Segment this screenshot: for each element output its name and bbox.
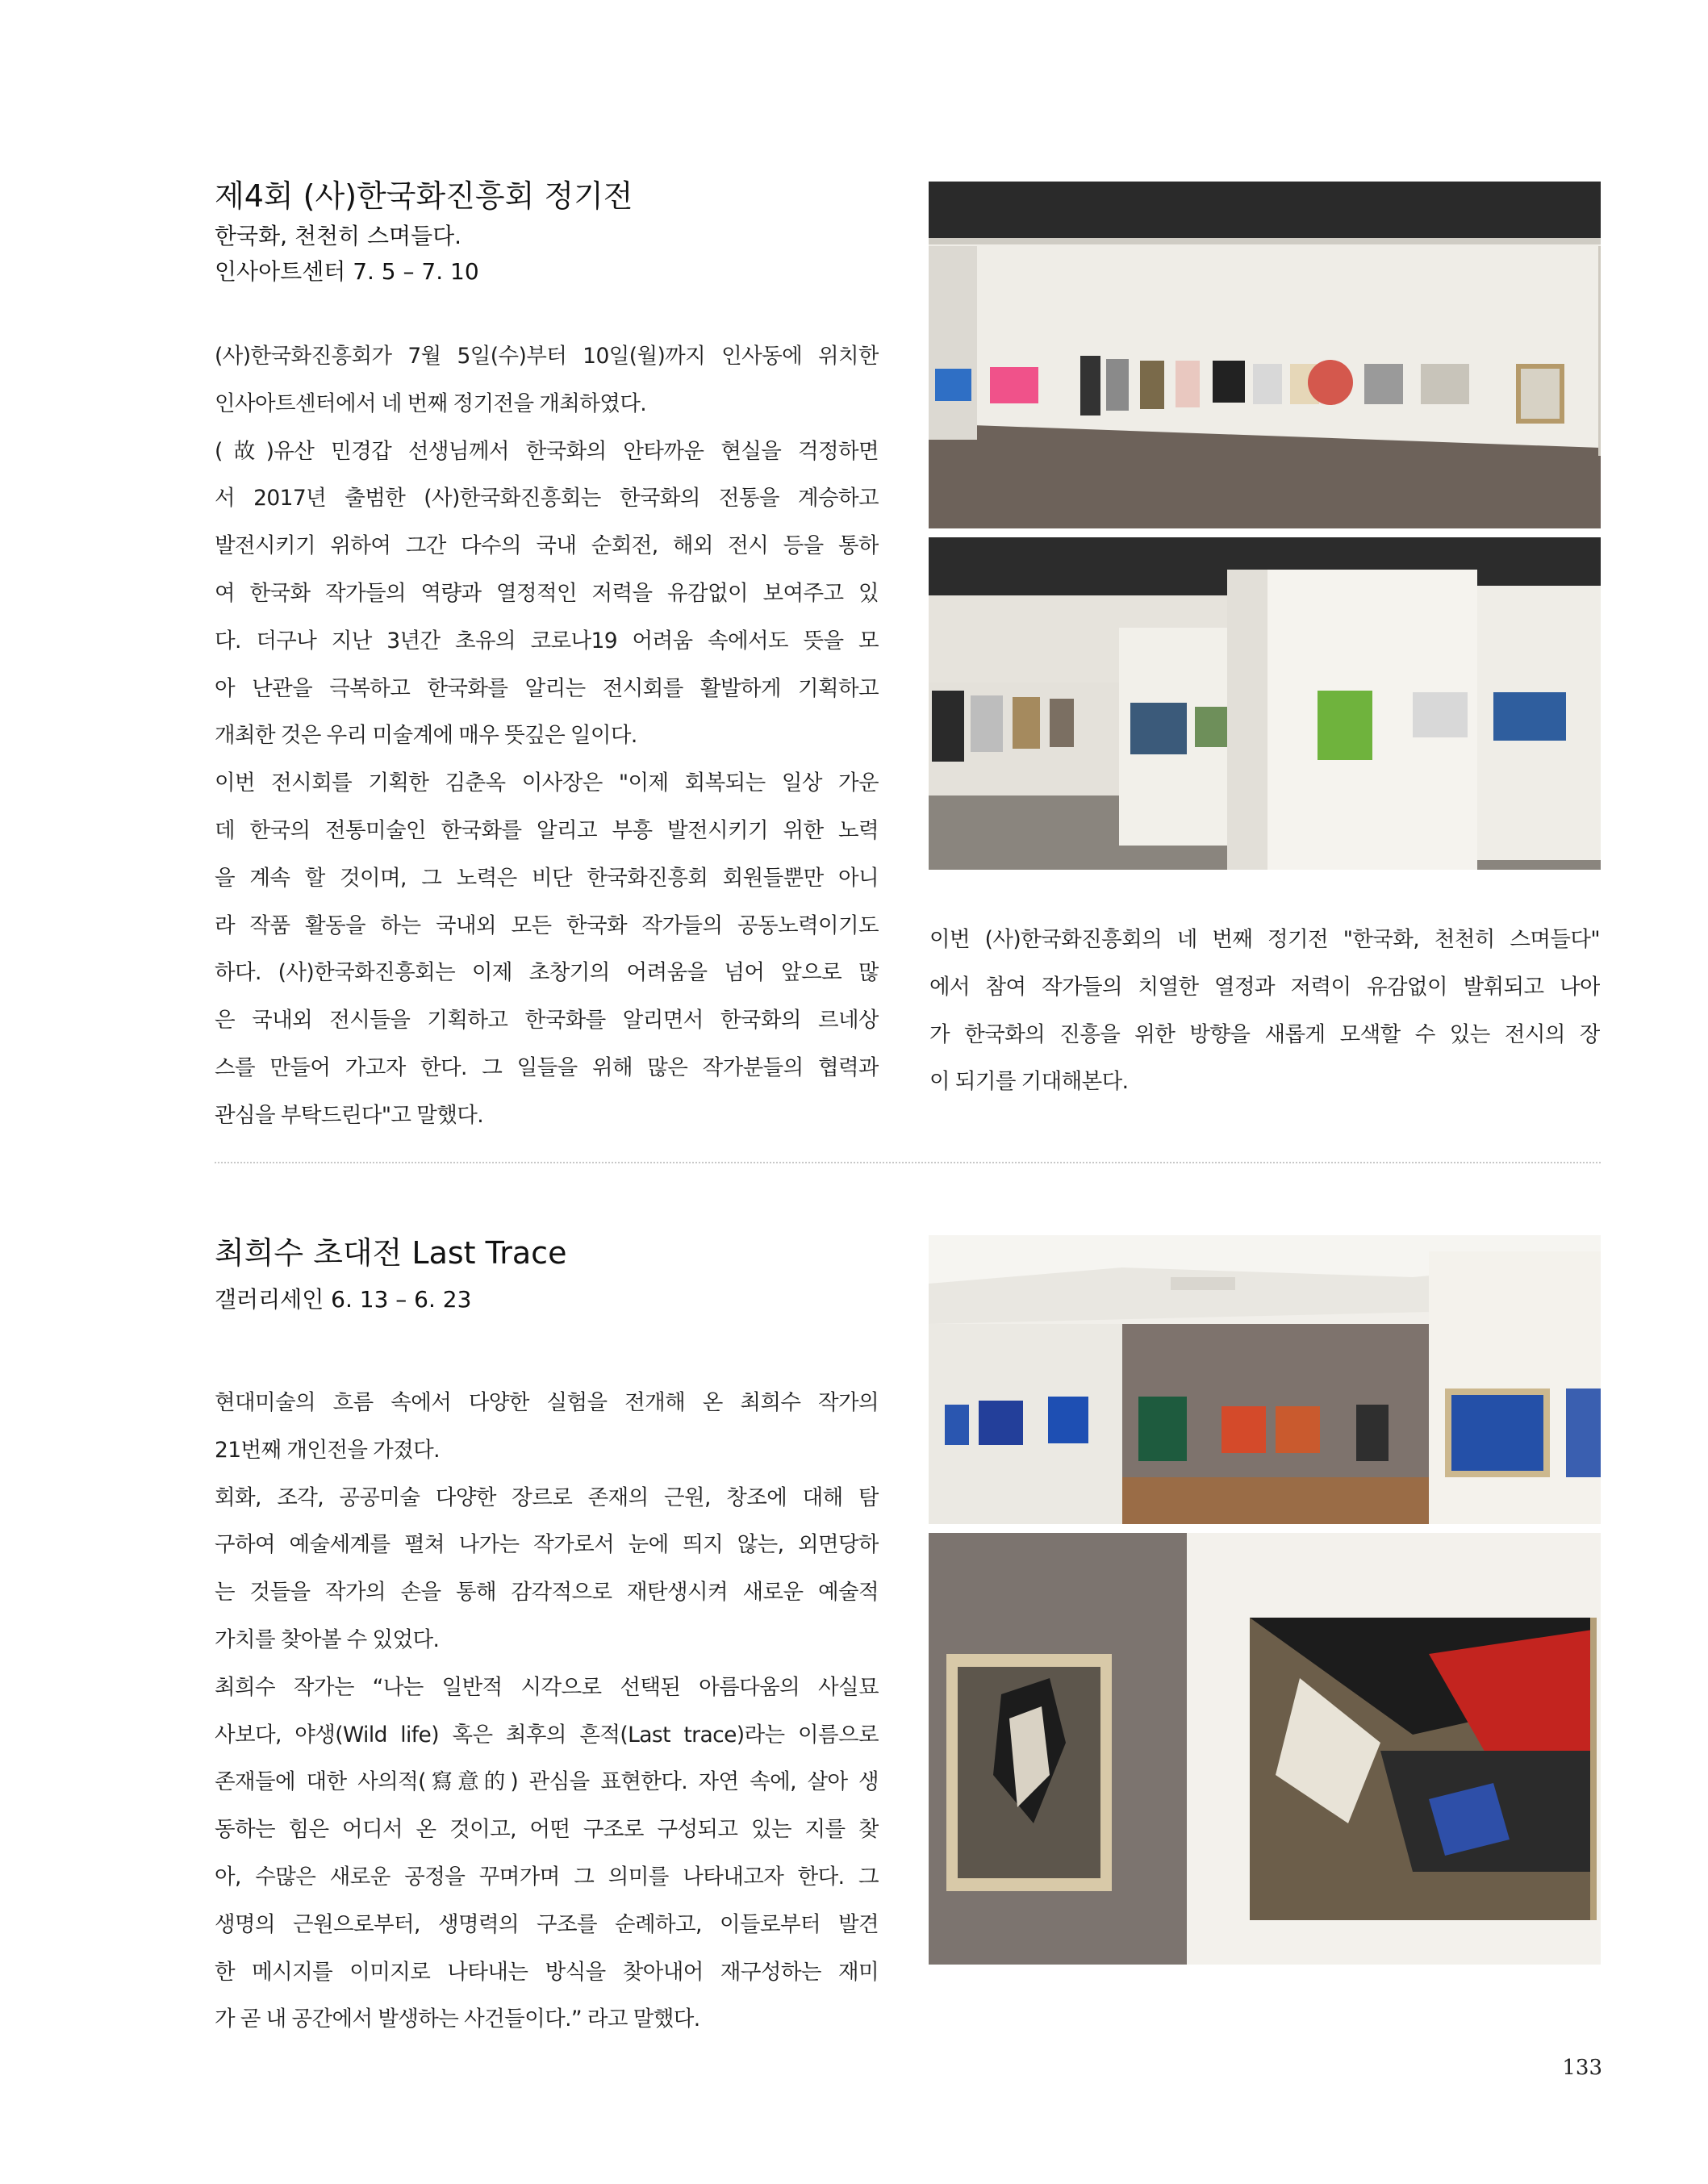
- text-line: 는 것들을 작가의 손을 통해 감각적으로 재탄생시켜 새로운 예술적: [215, 1580, 879, 1606]
- text-line: 아, 수많은 새로운 공정을 꾸며가며 그 의미를 나타내고자 한다. 그: [215, 1864, 879, 1890]
- text-line: 생명의 근원으로부터, 생명력의 구조를 순례하고, 이들로부터 발견: [215, 1911, 879, 1937]
- section2-article: [215, 1380, 879, 2044]
- page-number: 133: [1562, 2056, 1602, 2080]
- text-line: 가 곧 내 공간에서 발생하는 사건들이다.” 라고 말했다.: [215, 2007, 700, 2032]
- text-line: 21번째 개인전을 가졌다.: [215, 1437, 440, 1463]
- section1-venue-dates: 인사아트센터 7. 5 – 7. 10: [215, 258, 479, 285]
- text-line: 데 한국의 전통미술인 한국화를 알리고 부흥 발전시키기 위한 노력: [215, 817, 879, 843]
- text-line: 은 국내외 전시들을 기획하고 한국화를 알리면서 한국화의 르네상: [215, 1008, 879, 1034]
- exhibition-photo-2: [929, 537, 1601, 870]
- text-line: 개최한 것은 우리 미술계에 매우 뜻깊은 일이다.: [215, 723, 637, 749]
- text-line: 한 메시지를 이미지로 나타내는 방식을 찾아내어 재구성하는 재미: [215, 1959, 879, 1985]
- text-line: (故)유산 민경갑 선생님께서 한국화의 안타까운 현실을 걱정하면: [215, 438, 879, 464]
- text-line: 서 2017년 출범한 (사)한국화진흥회는 한국화의 전통을 계승하고: [215, 486, 879, 512]
- section-divider: [215, 1162, 1601, 1163]
- text-line: 이 되기를 기대해본다.: [929, 1069, 1129, 1095]
- text-line: 이번 전시회를 기획한 김춘옥 이사장은 "이제 회복되는 일상 가운: [215, 770, 879, 796]
- section2-title: 최희수 초대전 Last Trace: [215, 1235, 567, 1271]
- section1-subtitle: 한국화, 천천히 스며들다.: [215, 223, 462, 249]
- text-line: 인사아트센터에서 네 번째 정기전을 개최하였다.: [215, 390, 647, 416]
- text-line: 현대미술의 흐름 속에서 다양한 실험을 전개해 온 최희수 작가의: [215, 1390, 879, 1415]
- text-line: 최희수 작가는 “나는 일반적 시각으로 선택된 아름다움의 사실묘: [215, 1674, 879, 1700]
- section1-title: 제4회 (사)한국화진흥회 정기전: [215, 178, 633, 214]
- text-line: 이번 (사)한국화진흥회의 네 번째 정기전 "한국화, 천천히 스며들다": [929, 927, 1600, 952]
- text-line: 스를 만들어 가고자 한다. 그 일들을 위해 많은 작가분들의 협력과: [215, 1054, 879, 1080]
- text-line: 라 작품 활동을 하는 국내외 모든 한국화 작가들의 공동노력이기도: [215, 912, 879, 938]
- section2-venue-dates: 갤러리세인 6. 13 – 6. 23: [215, 1286, 472, 1313]
- text-line: 발전시키기 위하여 그간 다수의 국내 순회전, 해외 전시 등을 통하: [215, 533, 879, 559]
- text-line: 을 계속 할 것이며, 그 노력은 비단 한국화진흥회 회원들뿐만 아니: [215, 865, 879, 891]
- text-line: 존재들에 대한 사의적(寫意的) 관심을 표현한다. 자연 속에, 살아 생: [215, 1769, 879, 1795]
- text-line: 사보다, 야생(Wild life) 혹은 최후의 흔적(Last trace)라는 이름으로: [215, 1722, 879, 1748]
- text-line: 가치를 찾아볼 수 있었다.: [215, 1627, 440, 1652]
- section1-article-left: [215, 333, 879, 1140]
- exhibition-photo-1: [929, 182, 1601, 528]
- text-line: 가 한국화의 진흥을 위한 방향을 새롭게 모색할 수 있는 전시의 장: [929, 1021, 1600, 1047]
- text-line: (사)한국화진흥회가 7월 5일(수)부터 10일(월)까지 인사동에 위치한: [215, 344, 879, 369]
- text-line: 다. 더구나 지난 3년간 초유의 코로나19 어려움 속에서도 뜻을 모: [215, 628, 879, 654]
- text-line: 여 한국화 작가들의 역량과 열정적인 저력을 유감없이 보여주고 있: [215, 580, 879, 606]
- text-line: 회화, 조각, 공공미술 다양한 장르로 존재의 근원, 창조에 대해 탐: [215, 1485, 879, 1510]
- text-line: 관심을 부탁드린다"고 말했다.: [215, 1102, 484, 1128]
- text-line: 에서 참여 작가들의 치열한 열정과 저력이 유감없이 발휘되고 나아: [929, 974, 1600, 1000]
- text-line: 아 난관을 극복하고 한국화를 알리는 전시회를 활발하게 기획하고: [215, 675, 879, 701]
- exhibition-photo-3: [929, 1235, 1601, 1524]
- text-line: 하다. (사)한국화진흥회는 이제 초창기의 어려움을 넘어 앞으로 많: [215, 960, 879, 986]
- text-line: 구하여 예술세계를 펼쳐 나가는 작가로서 눈에 띄지 않는, 외면당하: [215, 1532, 879, 1558]
- section1-article-right: [929, 917, 1600, 1106]
- text-line: 동하는 힘은 어디서 온 것이고, 어떤 구조로 구성되고 있는 지를 찾: [215, 1817, 879, 1843]
- exhibition-photo-4: [929, 1533, 1601, 1965]
